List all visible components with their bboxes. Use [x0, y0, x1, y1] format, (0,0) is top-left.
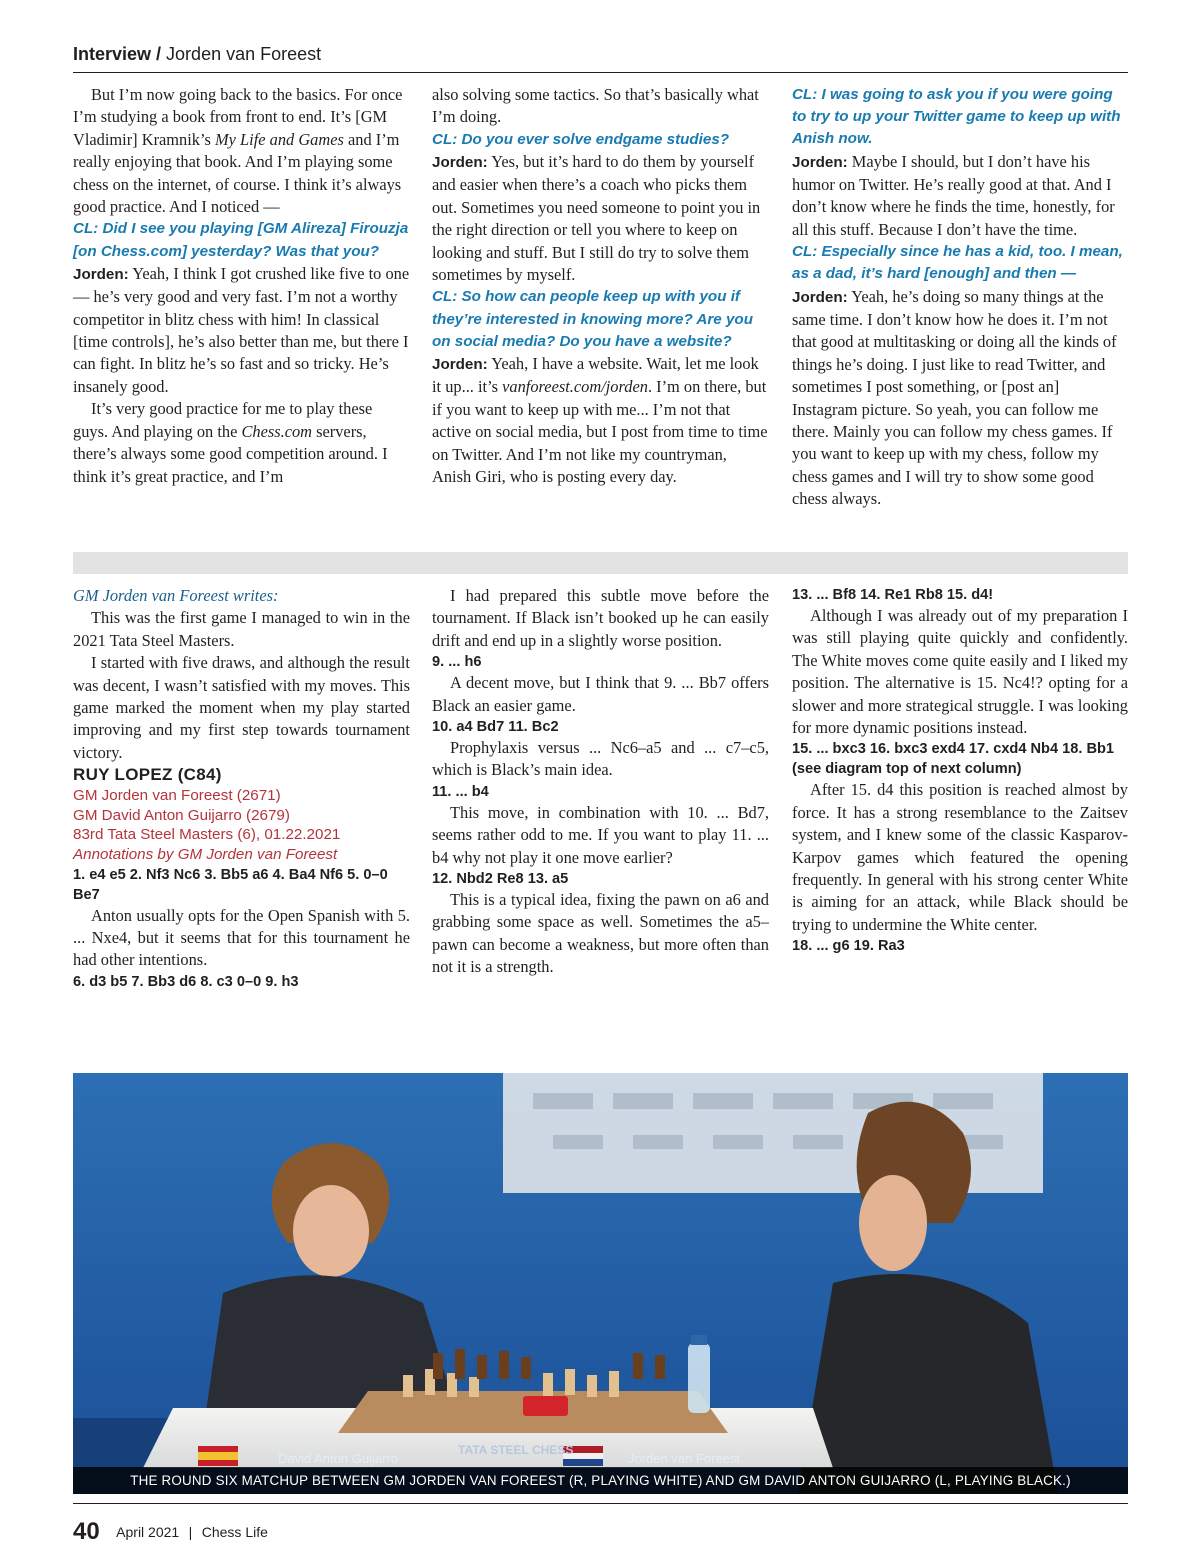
move-text: 12. Nbd2 Re8 13. a5: [432, 871, 569, 888]
move-text: 10. a4 Bd7 11. Bc2: [432, 719, 559, 736]
paragraph: After 15. d4 this position is reached almost by force. It has a strong resemblance to the Zaitsev system, and I knew some of the classic Kasparov-Karpov games which featured the opening frequently. In general with his strong center White is aiming for an attack, while Black should be trying to undermine the White center.: [792, 780, 1128, 934]
interview-answer: Jorden: Yeah, I think I got crushed like five to one — he’s very good and very fast. I’m not a worthy competitor in blitz chess with him! In classical [time controls], he’s also better than me, but there I can fight. In blitz he’s so fast and so tricky. He’s insanely good.: [73, 263, 410, 396]
diagram-reference: (see diagram top of next column): [792, 761, 1022, 778]
game-title: RUY LOPEZ (C84): [73, 765, 222, 785]
interview-question: CL: Did I see you playing [GM Alireza] Firouzja [on Chess.com] yesterday? Was that you?: [73, 220, 409, 260]
interview-answer: Jorden: Yes, but it’s hard to do them by yourself and easier when there’s a coach who picks them out. Sometimes you need someone to point you in the right direction or tell you where to keep on looking and stuff. But I still do try to solve them sometimes by myself.: [432, 152, 761, 285]
interview-question: CL: I was going to ask you if you were going to try to up your Twitter game to keep up with Anish now.: [792, 86, 1121, 148]
match-photo: [73, 1073, 1128, 1494]
event-info: 83rd Tata Steel Masters (6), 01.22.2021: [73, 826, 341, 844]
issue-date: April 2021: [116, 1524, 180, 1540]
paragraph: I started with five draws, and although the result was decent, I wasn’t satisfied with my moves. This game marked the moment when my play started improving and my first step towards tournament victory.: [73, 653, 410, 762]
annotation-column-3: [792, 585, 1128, 956]
move-text: 9. ... h6: [432, 654, 482, 671]
page-header: [73, 44, 1128, 73]
footer-separator: |: [188, 1524, 193, 1540]
interview-question: CL: So how can people keep up with you if they’re interested in knowing more? Are you on social media? Do you have a website?: [432, 288, 753, 350]
paragraph: Prophylaxis versus ... Nc6–a5 and ... c7–c5, which is Black’s main idea.: [432, 738, 769, 780]
white-player: GM Jorden van Foreest (2671): [73, 787, 281, 805]
byline: GM Jorden van Foreest writes:: [73, 586, 279, 605]
interview-question: CL: Especially since he has a kid, too. I mean, as a dad, it’s hard [enough] and then —: [792, 243, 1123, 283]
section-divider-bar: [73, 552, 1128, 574]
paragraph: But I’m now going back to the basics. For once I’m studying a book from front to end. It’s [GM Vladimir] Kramnik’s My Life and Games and I’m really enjoying that book. And I’m playing some chess on the internet, of course. I think it’s always good practice. And I noticed —: [73, 85, 403, 217]
banner-name-left: David Anton Guijarro: [278, 1451, 398, 1466]
magazine-name: Chess Life: [201, 1524, 268, 1540]
section-subtitle: Jorden van Foreest: [166, 44, 322, 64]
annotator: Annotations by GM Jorden van Foreest: [73, 846, 338, 864]
move-text: 13. ... Bf8 14. Re1 Rb8 15. d4!: [792, 587, 994, 603]
move-text: 18. ... g6 19. Ra3: [792, 938, 905, 955]
page-number: 40: [73, 1518, 100, 1545]
paragraph: Anton usually opts for the Open Spanish with 5. ... Nxe4, but it seems that for this tournament he had other intentions.: [73, 905, 410, 970]
move-text: 15. ... bxc3 16. bxc3 exd4 17. cxd4 Nb4 18. Bb1: [792, 741, 1115, 758]
section-label: Interview /: [73, 44, 162, 64]
paragraph: also solving some tactics. So that’s basically what I’m doing.: [432, 85, 759, 127]
page-footer: [73, 1518, 268, 1546]
match-photo-illustration: [73, 1073, 1128, 1494]
interview-column-1: [73, 84, 410, 488]
annotation-column-2: [432, 585, 769, 979]
move-text: 6. d3 b5 7. Bb3 d6 8. c3 0–0 9. h3: [73, 973, 299, 990]
interview-question: CL: Do you ever solve endgame studies?: [432, 130, 730, 148]
paragraph: This is a typical idea, fixing the pawn on a6 and grabbing some space as well. Sometimes the a5–pawn can become a weakness, but more often than not it is a strength.: [432, 890, 769, 977]
footer-rule: [73, 1503, 1128, 1504]
interview-answer: Jorden: Yeah, I have a website. Wait, let me look it up... it’s vanforeest.com/jorden. I’m on there, but if you want to keep up with me... I’m not that active on social media, but I post from time to time on Twitter. And I’m not like my countryman, Anish Giri, who is posting every day.: [432, 354, 768, 487]
banner-name-right: Jorden van Foreest: [628, 1451, 741, 1466]
black-player: GM David Anton Guijarro (2679): [73, 806, 290, 824]
photo-caption: THE ROUND SIX MATCHUP BETWEEN GM JORDEN VAN FOREEST (R, PLAYING WHITE) AND GM DAVID ANTON GUIJARRO (L, PLAYING BLACK.): [73, 1467, 1128, 1494]
paragraph: A decent move, but I think that 9. ... Bb7 offers Black an easier game.: [432, 673, 769, 715]
interview-answer: Jorden: Maybe I should, but I don’t have his humor on Twitter. He’s really good at that. And I don’t know where he finds the time, honestly, for all this stuff. Because I don’t have the time.: [792, 151, 1115, 239]
paragraph: It’s very good practice for me to play these guys. And playing on the Chess.com servers, there’s always some good competition around. I think it’s great practice, and I’m: [73, 399, 388, 486]
paragraph: I had prepared this subtle move before the tournament. If Black isn’t booked up he can easily drift and end up in a slightly worse position.: [432, 586, 769, 650]
interview-column-3: [792, 84, 1128, 511]
banner-event: TATA STEEL CHESS: [458, 1443, 574, 1457]
paragraph: This was the first game I managed to win in the 2021 Tata Steel Masters.: [73, 608, 410, 650]
move-text: 1. e4 e5 2. Nf3 Nc6 3. Bb5 a6 4. Ba4 Nf6 5. 0–0 Be7: [73, 866, 388, 903]
interview-answer: Jorden: Yeah, he’s doing so many things at the same time. I don’t know how he does it. I’m not that good at multitasking or doing all the kinds of things he’s doing. I just like to read Twitter, and sometimes I post something, or [post an] Instagram picture. So yeah, you can follow me there. Mainly you can follow my chess games. If you want to keep up with my chess, follow my chess games and I will try to show some good chess always.: [792, 286, 1117, 509]
interview-column-2: [432, 84, 769, 489]
paragraph: Although I was already out of my preparation I was still playing quite quickly and confidently. The White moves come quite easily and I liked my position. The alternative is 15. Nc4!? opting for a slower and more strategical struggle. I was looking for more dynamic positions instead.: [792, 606, 1128, 738]
move-text: 11. ... b4: [432, 783, 489, 800]
annotation-column-1: [73, 585, 410, 992]
paragraph: This move, in combination with 10. ... Bd7, seems rather odd to me. If you want to play 11. ... b4 why not play it one move earlier?: [432, 802, 769, 867]
